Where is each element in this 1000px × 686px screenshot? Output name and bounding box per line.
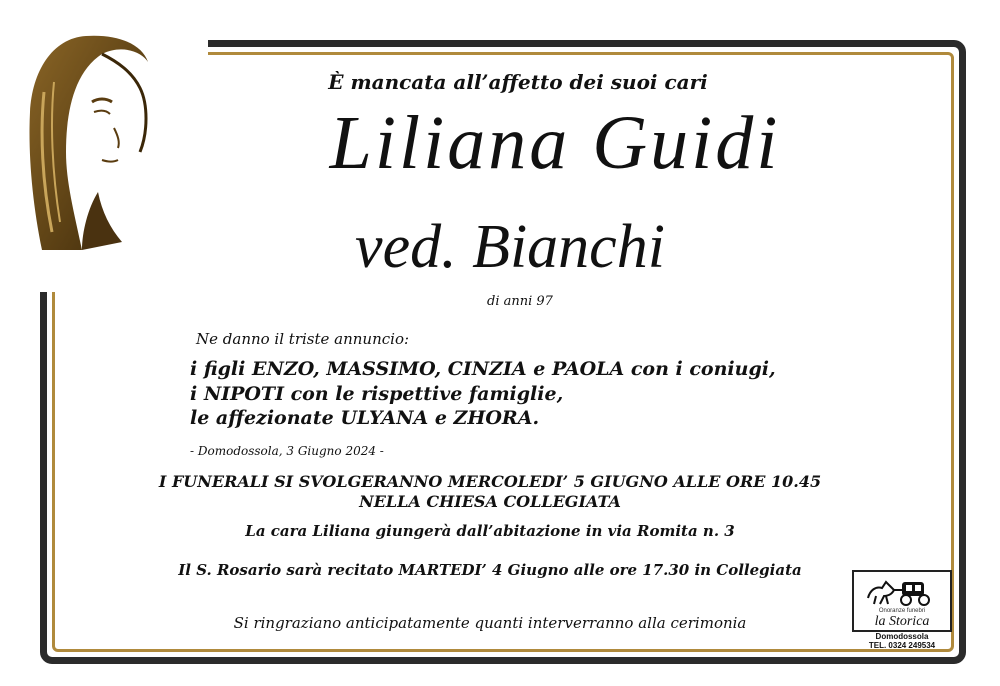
- funeral-location-line: NELLA CHIESA COLLEGIATA: [359, 492, 621, 511]
- family-line: i figli ENZO, MASSIMO, CINZIA e PAOLA con i coniugi,: [190, 358, 776, 380]
- agency-subtitle: Onoranze funebri: [878, 608, 926, 614]
- widow-of-line: ved. Bianchi: [355, 213, 665, 281]
- intro-line: È mancata all’affetto dei suoi cari: [328, 70, 708, 94]
- family-line: i NIPOTI con le rispettive famiglie,: [190, 383, 564, 405]
- horse-carriage-icon: [866, 576, 938, 606]
- thanks-line: Si ringraziano anticipatamente quanti interverranno alla cerimonia: [233, 614, 747, 632]
- funeral-line: I FUNERALI SI SVOLGERANNO MERCOLEDI’ 5 GIUGNO ALLE ORE 10.45: [158, 472, 822, 491]
- rosary-line: Il S. Rosario sarà recitato MARTEDI’ 4 Giugno alle ore 17.30 in Collegiata: [178, 561, 802, 579]
- agency-brand: la Storica: [874, 614, 930, 629]
- agency-logo: [852, 570, 952, 650]
- agency-logo-box: [852, 570, 952, 632]
- dateline: - Domodossola, 3 Giugno 2024 -: [190, 444, 384, 458]
- age-line: di anni 97: [487, 294, 553, 309]
- announce-line: Ne danno il triste annuncio:: [196, 330, 410, 348]
- arrival-line: La cara Liliana giungerà dall’abitazione in via Romita n. 3: [245, 522, 735, 540]
- agency-city: Domodossola: [875, 632, 929, 641]
- family-line: le affezionate ULYANA e ZHORA.: [190, 407, 540, 429]
- agency-phone: TEL. 0324 249534: [868, 641, 936, 650]
- deceased-name: Liliana Guidi: [329, 101, 781, 185]
- madonna-profile-icon: [22, 32, 150, 254]
